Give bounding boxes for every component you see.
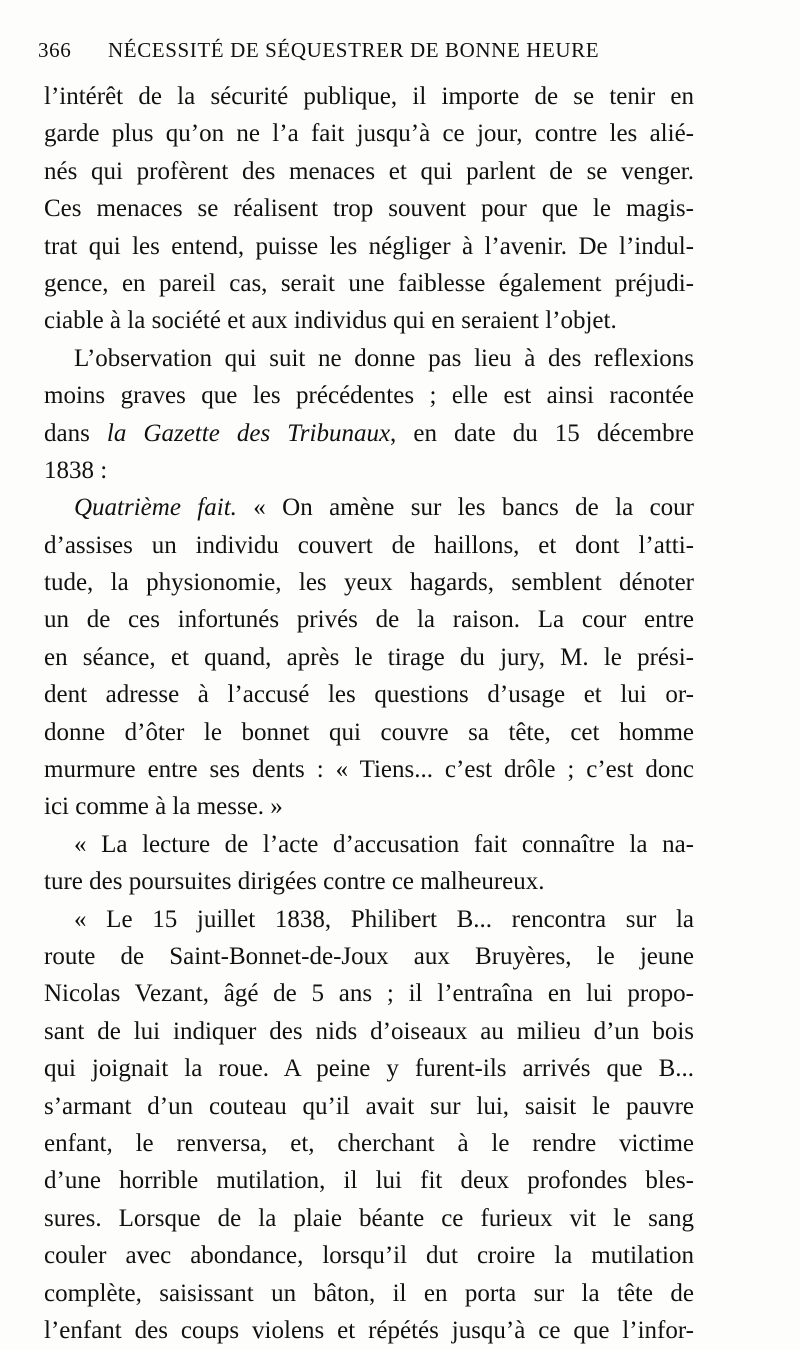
text-line: garde plus qu’on ne l’a fait jusqu’à ce jour, contre les alié-	[44, 120, 694, 148]
text-line: nés qui profèrent des menaces et qui parlent de se venger.	[44, 157, 694, 185]
text-line: enfant, le renversa, et, cherchant à le rendre victime	[44, 1129, 694, 1157]
text-line-with-italic	[44, 489, 694, 526]
text-line: d’une horrible mutilation, il lui fit deux profondes bles-	[44, 1167, 694, 1195]
paragraph-start-line: L’observation qui suit ne donne pas lieu à des reflexions	[74, 344, 694, 372]
body-text	[44, 78, 694, 1349]
italic-title: la Gazette des Tribunaux	[106, 419, 391, 447]
text-line: route de Saint-Bonnet-de-Joux aux Bruyères, le jeune	[44, 942, 694, 970]
text-line: ciable à la société et aux individus qui en seraient l’objet.	[44, 307, 617, 335]
text-run: « On amène sur les bancs de la cour	[236, 494, 694, 522]
text-run: dans	[44, 419, 107, 447]
running-head	[38, 38, 698, 68]
text-line: couler avec abondance, lorsqu’il dut croire la mutilation	[44, 1242, 694, 1270]
text-line: sures. Lorsque de la plaie béante ce furieux vit le sang	[44, 1204, 694, 1232]
text-line: moins graves que les précédentes ; elle est ainsi racontée	[44, 382, 694, 410]
italic-heading: Quatrième fait.	[74, 494, 237, 522]
paragraph-start-line: « Le 15 juillet 1838, Philibert B... rencontra sur la	[74, 905, 694, 933]
text-line: l’enfant des coups violens et répétés jusqu’à ce que l’infor-	[44, 1316, 694, 1344]
text-line: ici comme à la messe. »	[44, 793, 283, 821]
text-line: Ces menaces se réalisent trop souvent pour que le magis-	[44, 195, 694, 223]
text-line-with-italic	[44, 415, 694, 452]
text-line: en séance, et quand, après le tirage du jury, M. le prési-	[44, 643, 694, 671]
text-line: Nicolas Vezant, âgé de 5 ans ; il l’entraîna en lui propo-	[44, 980, 694, 1008]
text-line: qui joignait la roue. A peine y furent-ils arrivés que B...	[44, 1055, 694, 1083]
text-line: trat qui les entend, puisse les négliger à l’avenir. De l’indul-	[44, 232, 694, 260]
text-line: un de ces infortunés privés de la raison. La cour entre	[44, 606, 694, 634]
page-number: 366	[38, 38, 72, 62]
text-line: l’intérêt de la sécurité publique, il importe de se tenir en	[44, 83, 694, 110]
text-line: complète, saisissant un bâton, il en porta sur la tête de	[44, 1279, 694, 1307]
text-line: s’armant d’un couteau qu’il avait sur lui, saisit le pauvre	[44, 1092, 694, 1120]
text-line: donne d’ôter le bonnet qui couvre sa tête, cet homme	[44, 718, 694, 746]
text-line: gence, en pareil cas, serait une faiblesse également préjudi-	[44, 269, 694, 297]
text-line: murmure entre ses dents : « Tiens... c’est drôle ; c’est donc	[44, 756, 694, 784]
text-line: dent adresse à l’accusé les questions d’usage et lui or-	[44, 681, 694, 709]
text-line: d’assises un individu couvert de haillons, et dont l’atti-	[44, 531, 694, 559]
text-line: sant de lui indiquer des nids d’oiseaux au milieu d’un bois	[44, 1017, 694, 1045]
text-line: ture des poursuites dirigées contre ce malheureux.	[44, 868, 545, 896]
paragraph-start-line: « La lecture de l’acte d’accusation fait connaître la na-	[74, 830, 694, 858]
text-line: tude, la physionomie, les yeux hagards, semblent dénoter	[44, 569, 694, 597]
text-run: , en date du 15 décembre	[390, 419, 694, 447]
running-title: NÉCESSITÉ DE SÉQUESTRER DE BONNE HEURE	[108, 38, 600, 62]
text-line: 1838 :	[44, 456, 108, 484]
